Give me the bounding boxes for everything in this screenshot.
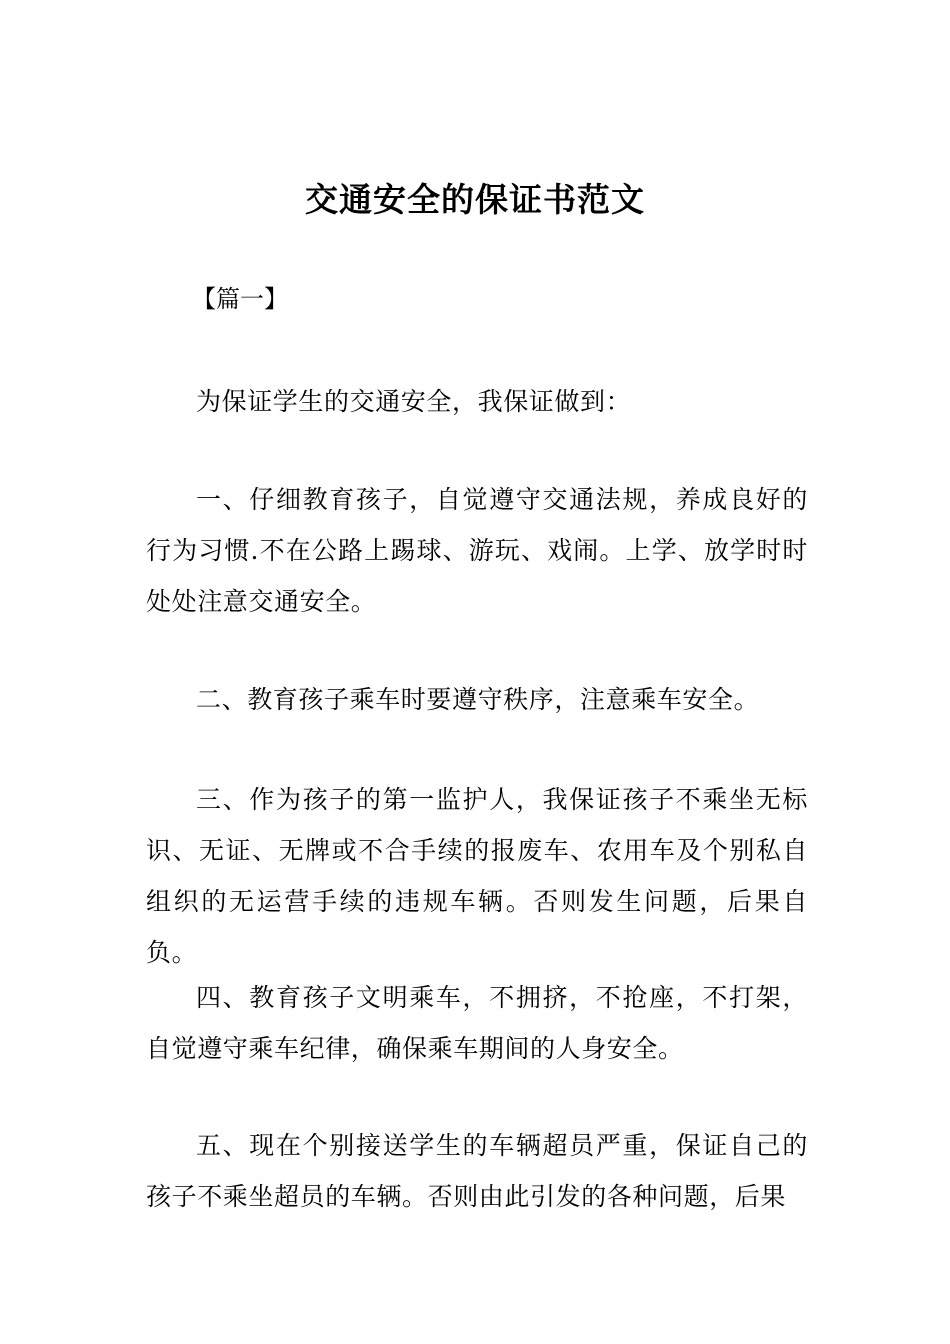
paragraph-intro: 为保证学生的交通安全，我保证做到： [196, 387, 632, 416]
paragraph-item-5: 五、现在个别接送学生的车辆超员严重，保证自己的孩子不乘坐超员的车辆。否则由此引发的各种问题，后果 [146, 1131, 808, 1211]
section-label: 【篇一】 [192, 285, 288, 313]
document-title: 交通安全的保证书范文 [305, 180, 645, 219]
paragraph-item-1: 一、仔细教育孩子，自觉遵守交通法规，养成良好的行为习惯.不在公路上踢球、游玩、戏闹。上学、放学时时处处注意交通安全。 [146, 485, 808, 616]
paragraph-item-3: 三、作为孩子的第一监护人，我保证孩子不乘坐无标识、无证、无牌或不合手续的报废车、农用车及个别私自组织的无运营手续的违规车辆。否则发生问题，后果自负。 [146, 785, 808, 967]
paragraph-item-4: 四、教育孩子文明乘车，不拥挤，不抢座，不打架，自觉遵守乘车纪律，确保乘车期间的人身安全。 [146, 983, 808, 1063]
paragraph-item-2: 二、教育孩子乘车时要遵守秩序，注意乘车安全。 [196, 685, 760, 714]
